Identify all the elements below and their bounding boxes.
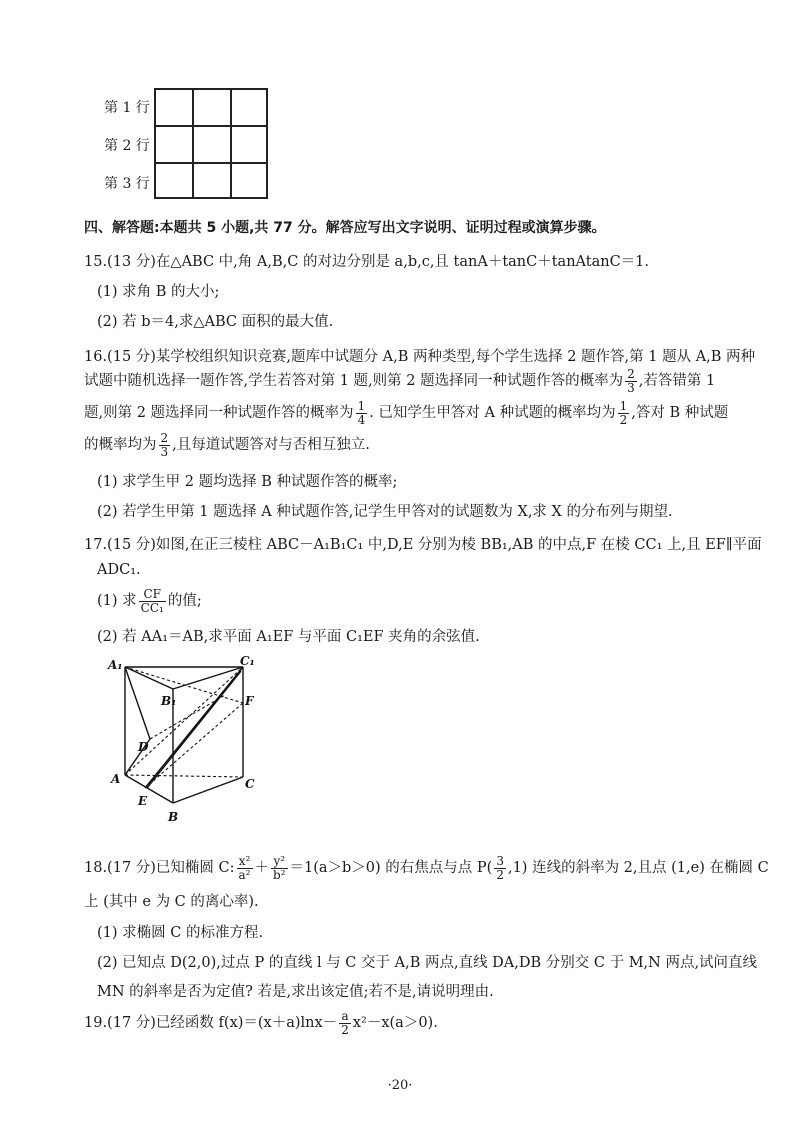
edge-E-C1 <box>145 667 243 788</box>
grid-row-label-3: 第 3 行 <box>104 176 150 192</box>
q16-part2: (2) 若学生甲第 1 题选择 A 种试题作答,记学生甲答对的试题数为 X,求 X 的分布列与期望. <box>97 504 673 520</box>
q16-line2-text-a: 试题中随机选择一题作答,学生若答对第 1 题,则第 2 题选择同一种试题作答的概率为 <box>84 373 624 390</box>
section-heading: 四、解答题:本题共 5 小题,共 77 分。解答应写出文字说明、证明过程或演算步骤。 <box>84 220 606 236</box>
q16-line4-text-b: ,且每道试题答对与否相互独立. <box>172 437 370 454</box>
edge-B1-C1 <box>173 667 243 689</box>
q18-line2: 上 (其中 e 为 C 的离心率). <box>84 894 259 910</box>
q19-line1 <box>84 1010 438 1036</box>
q18-frac-y2b2: $\frac{\text{y²}}{\text{b²}}$ <box>273 854 286 882</box>
q18-line1 <box>84 855 769 881</box>
label-E: E <box>138 794 148 808</box>
q16-line3 <box>84 400 728 426</box>
q17-frac: $\frac{CF}{\text{CC₁}}$ <box>140 587 164 615</box>
hidden-A-C1 <box>125 667 243 775</box>
q15-stem: 15.(13 分)在△ABC 中,角 A,B,C 的对边分别是 a,b,c,且 tanA＋tanC＋tanAtanC＝1. <box>84 254 649 270</box>
q18-part2-line1: (2) 已知点 D(2,0),过点 P 的直线 l 与 C 交于 A,B 两点,直线 DA,DB 分别交 C 于 M,N 两点,试问直线 <box>97 955 758 971</box>
label-A: A <box>111 772 121 786</box>
hidden-E-F <box>145 703 243 788</box>
q19-frac: $\frac{a}{2}$ <box>341 1009 349 1037</box>
label-C1: C₁ <box>240 655 255 668</box>
q17-part1 <box>97 588 202 614</box>
q16-line4-text-a: 的概率均为 <box>84 437 157 454</box>
q18-part2-line2: MN 的斜率是否为定值? 若是,求出该定值;若不是,请说明理由. <box>97 984 494 1000</box>
q18-plus: ＋ <box>254 860 269 877</box>
grid-row-label-1: 第 1 行 <box>104 100 150 116</box>
q18-line1-text-b: ＝1(a＞b＞0) 的右焦点与点 P( <box>289 860 493 877</box>
q19-line1-text-b: x²－x(a＞0). <box>352 1015 438 1032</box>
q18-frac-3-2: $\frac{3}{2}$ <box>496 854 504 882</box>
label-B1: B₁ <box>161 694 177 708</box>
label-F: F <box>245 694 254 708</box>
q15-part1: (1) 求角 B 的大小; <box>97 284 220 300</box>
q16-line2 <box>84 368 715 394</box>
q16-line3-text-c: ,答对 B 种试题 <box>631 405 729 422</box>
answer-grid <box>154 88 268 199</box>
q18-frac-x2a2: $\frac{\text{x²}}{\text{a²}}$ <box>238 854 251 882</box>
label-C: C <box>245 777 255 791</box>
edge-A-B <box>125 775 173 803</box>
grid-row-label-2: 第 2 行 <box>104 138 150 154</box>
q16-frac-2: $\frac{1}{4}$ <box>357 399 366 427</box>
q16-line1: 16.(15 分)某学校组织知识竞赛,题库中试题分 A,B 两种类型,每个学生选择 2 题作答,第 1 题从 A,B 两种 <box>84 349 756 365</box>
label-B: B <box>168 810 179 824</box>
prism-figure <box>105 655 265 830</box>
q19-line1-text-a: 19.(17 分)已经函数 f(x)＝(x＋a)lnx－ <box>84 1015 338 1032</box>
q18-line1-text-a: 18.(17 分)已知椭圆 C: <box>84 860 235 877</box>
q15-part2: (2) 若 b＝4,求△ABC 面积的最大值. <box>97 314 334 330</box>
q16-line4 <box>84 432 370 458</box>
q18-part1: (1) 求椭圆 C 的标准方程. <box>97 925 264 941</box>
q17-line1: 17.(15 分)如图,在正三棱柱 ABC－A₁B₁C₁ 中,D,E 分别为棱 BB₁,AB 的中点,F 在棱 CC₁ 上,且 EF∥平面 <box>84 537 762 553</box>
q16-frac-1: $\frac{2}{3}$ <box>627 367 635 395</box>
q16-line3-text-b: . 已知学生甲答对 A 种试题的概率均为 <box>369 405 616 422</box>
q17-part1-text-b: 的值; <box>167 593 202 610</box>
edge-B-C <box>173 777 243 803</box>
label-A1: A₁ <box>108 658 123 672</box>
label-D: D <box>138 740 149 754</box>
q17-part1-text-a: (1) 求 <box>97 593 137 610</box>
q16-frac-3: $\frac{1}{2}$ <box>619 399 628 427</box>
q16-line2-text-b: ,若答错第 1 <box>638 373 716 390</box>
q16-part1: (1) 求学生甲 2 题均选择 B 种试题作答的概率; <box>97 474 398 490</box>
edge-A1-D <box>125 667 150 739</box>
q18-line1-text-c: ,1) 连线的斜率为 2,且点 (1,e) 在椭圆 C <box>507 860 769 877</box>
hidden-A-C <box>125 775 243 777</box>
q17-part2: (2) 若 AA₁＝AB,求平面 A₁EF 与平面 C₁EF 夹角的余弦值. <box>97 629 480 645</box>
q16-line3-text-a: 题,则第 2 题选择同一种试题作答的概率为 <box>84 405 354 422</box>
page-number: ·20· <box>387 1078 413 1093</box>
q17-line2: ADC₁. <box>97 562 141 578</box>
q16-frac-4: $\frac{2}{3}$ <box>160 431 169 459</box>
